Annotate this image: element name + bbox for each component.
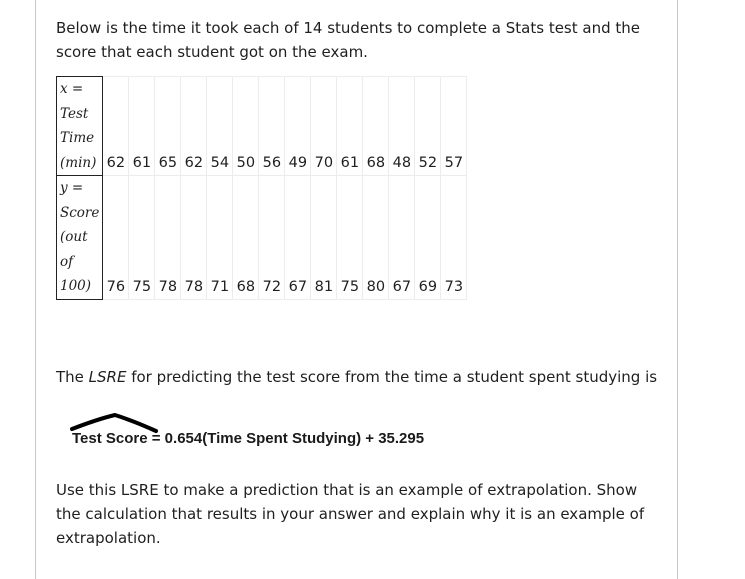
- lsre-term: LSRE: [88, 368, 127, 386]
- y-label-line: Score: [60, 204, 100, 221]
- x-label-line: Test: [60, 105, 89, 122]
- data-table: [56, 76, 467, 300]
- lsre-after: for predicting the test score from the time a student spent studying is: [126, 368, 658, 386]
- y-value-cell: 71: [207, 176, 233, 300]
- y-label-line: y =: [60, 180, 84, 196]
- y-value-cell: 80: [363, 176, 389, 300]
- y-value-cell: 69: [415, 176, 441, 300]
- y-value-cell: 75: [337, 176, 363, 300]
- x-label-line: Time: [60, 130, 95, 146]
- y-label-line: (out: [60, 229, 88, 245]
- y-label-line: 100): [60, 278, 92, 294]
- x-value-cell: 54: [207, 77, 233, 176]
- y-value-cell: 73: [441, 176, 467, 300]
- x-value-cell: 52: [415, 77, 441, 176]
- y-value-cell: 78: [181, 176, 207, 300]
- x-value-cell: 61: [337, 77, 363, 176]
- x-label-line: x =: [60, 81, 84, 97]
- intro-text: Below is the time it took each of 14 students to complete a Stats test and the score that each student got on the exam.: [56, 19, 641, 61]
- x-label-cell: [57, 77, 103, 176]
- y-value-cell: 68: [233, 176, 259, 300]
- x-value-cell: 48: [389, 77, 415, 176]
- y-value-cell: 78: [155, 176, 181, 300]
- x-value-cell: 50: [233, 77, 259, 176]
- y-value-cell: 67: [389, 176, 415, 300]
- y-value-cell: 67: [285, 176, 311, 300]
- lsre-before: The: [56, 368, 89, 386]
- y-label-line: of: [60, 253, 74, 270]
- y-value-cell: 81: [311, 176, 337, 300]
- x-value-cell: 56: [259, 77, 285, 176]
- x-value-cell: 57: [441, 77, 467, 176]
- y-value-cell: 72: [259, 176, 285, 300]
- question-text: Use this LSRE to make a prediction that is an example of extrapolation. Show the calculation that results in your answer and explain why it is an example of extrapolation.: [56, 481, 645, 547]
- x-value-cell: 62: [103, 77, 129, 176]
- y-value-cell: 76: [103, 176, 129, 300]
- lsre-sentence: [56, 365, 657, 389]
- x-value-cell: 70: [311, 77, 337, 176]
- x-value-cell: 65: [155, 77, 181, 176]
- y-value-cell: 75: [129, 176, 155, 300]
- x-value-cell: 49: [285, 77, 311, 176]
- x-value-cell: 61: [129, 77, 155, 176]
- x-value-cell: 62: [181, 77, 207, 176]
- x-value-cell: 68: [363, 77, 389, 176]
- y-label-cell: [57, 176, 103, 300]
- regression-equation: Test Score = 0.654(Time Spent Studying) + 35.295: [72, 430, 425, 447]
- x-label-line: (min): [60, 154, 97, 171]
- x-row: [57, 77, 467, 176]
- y-row: [57, 176, 467, 300]
